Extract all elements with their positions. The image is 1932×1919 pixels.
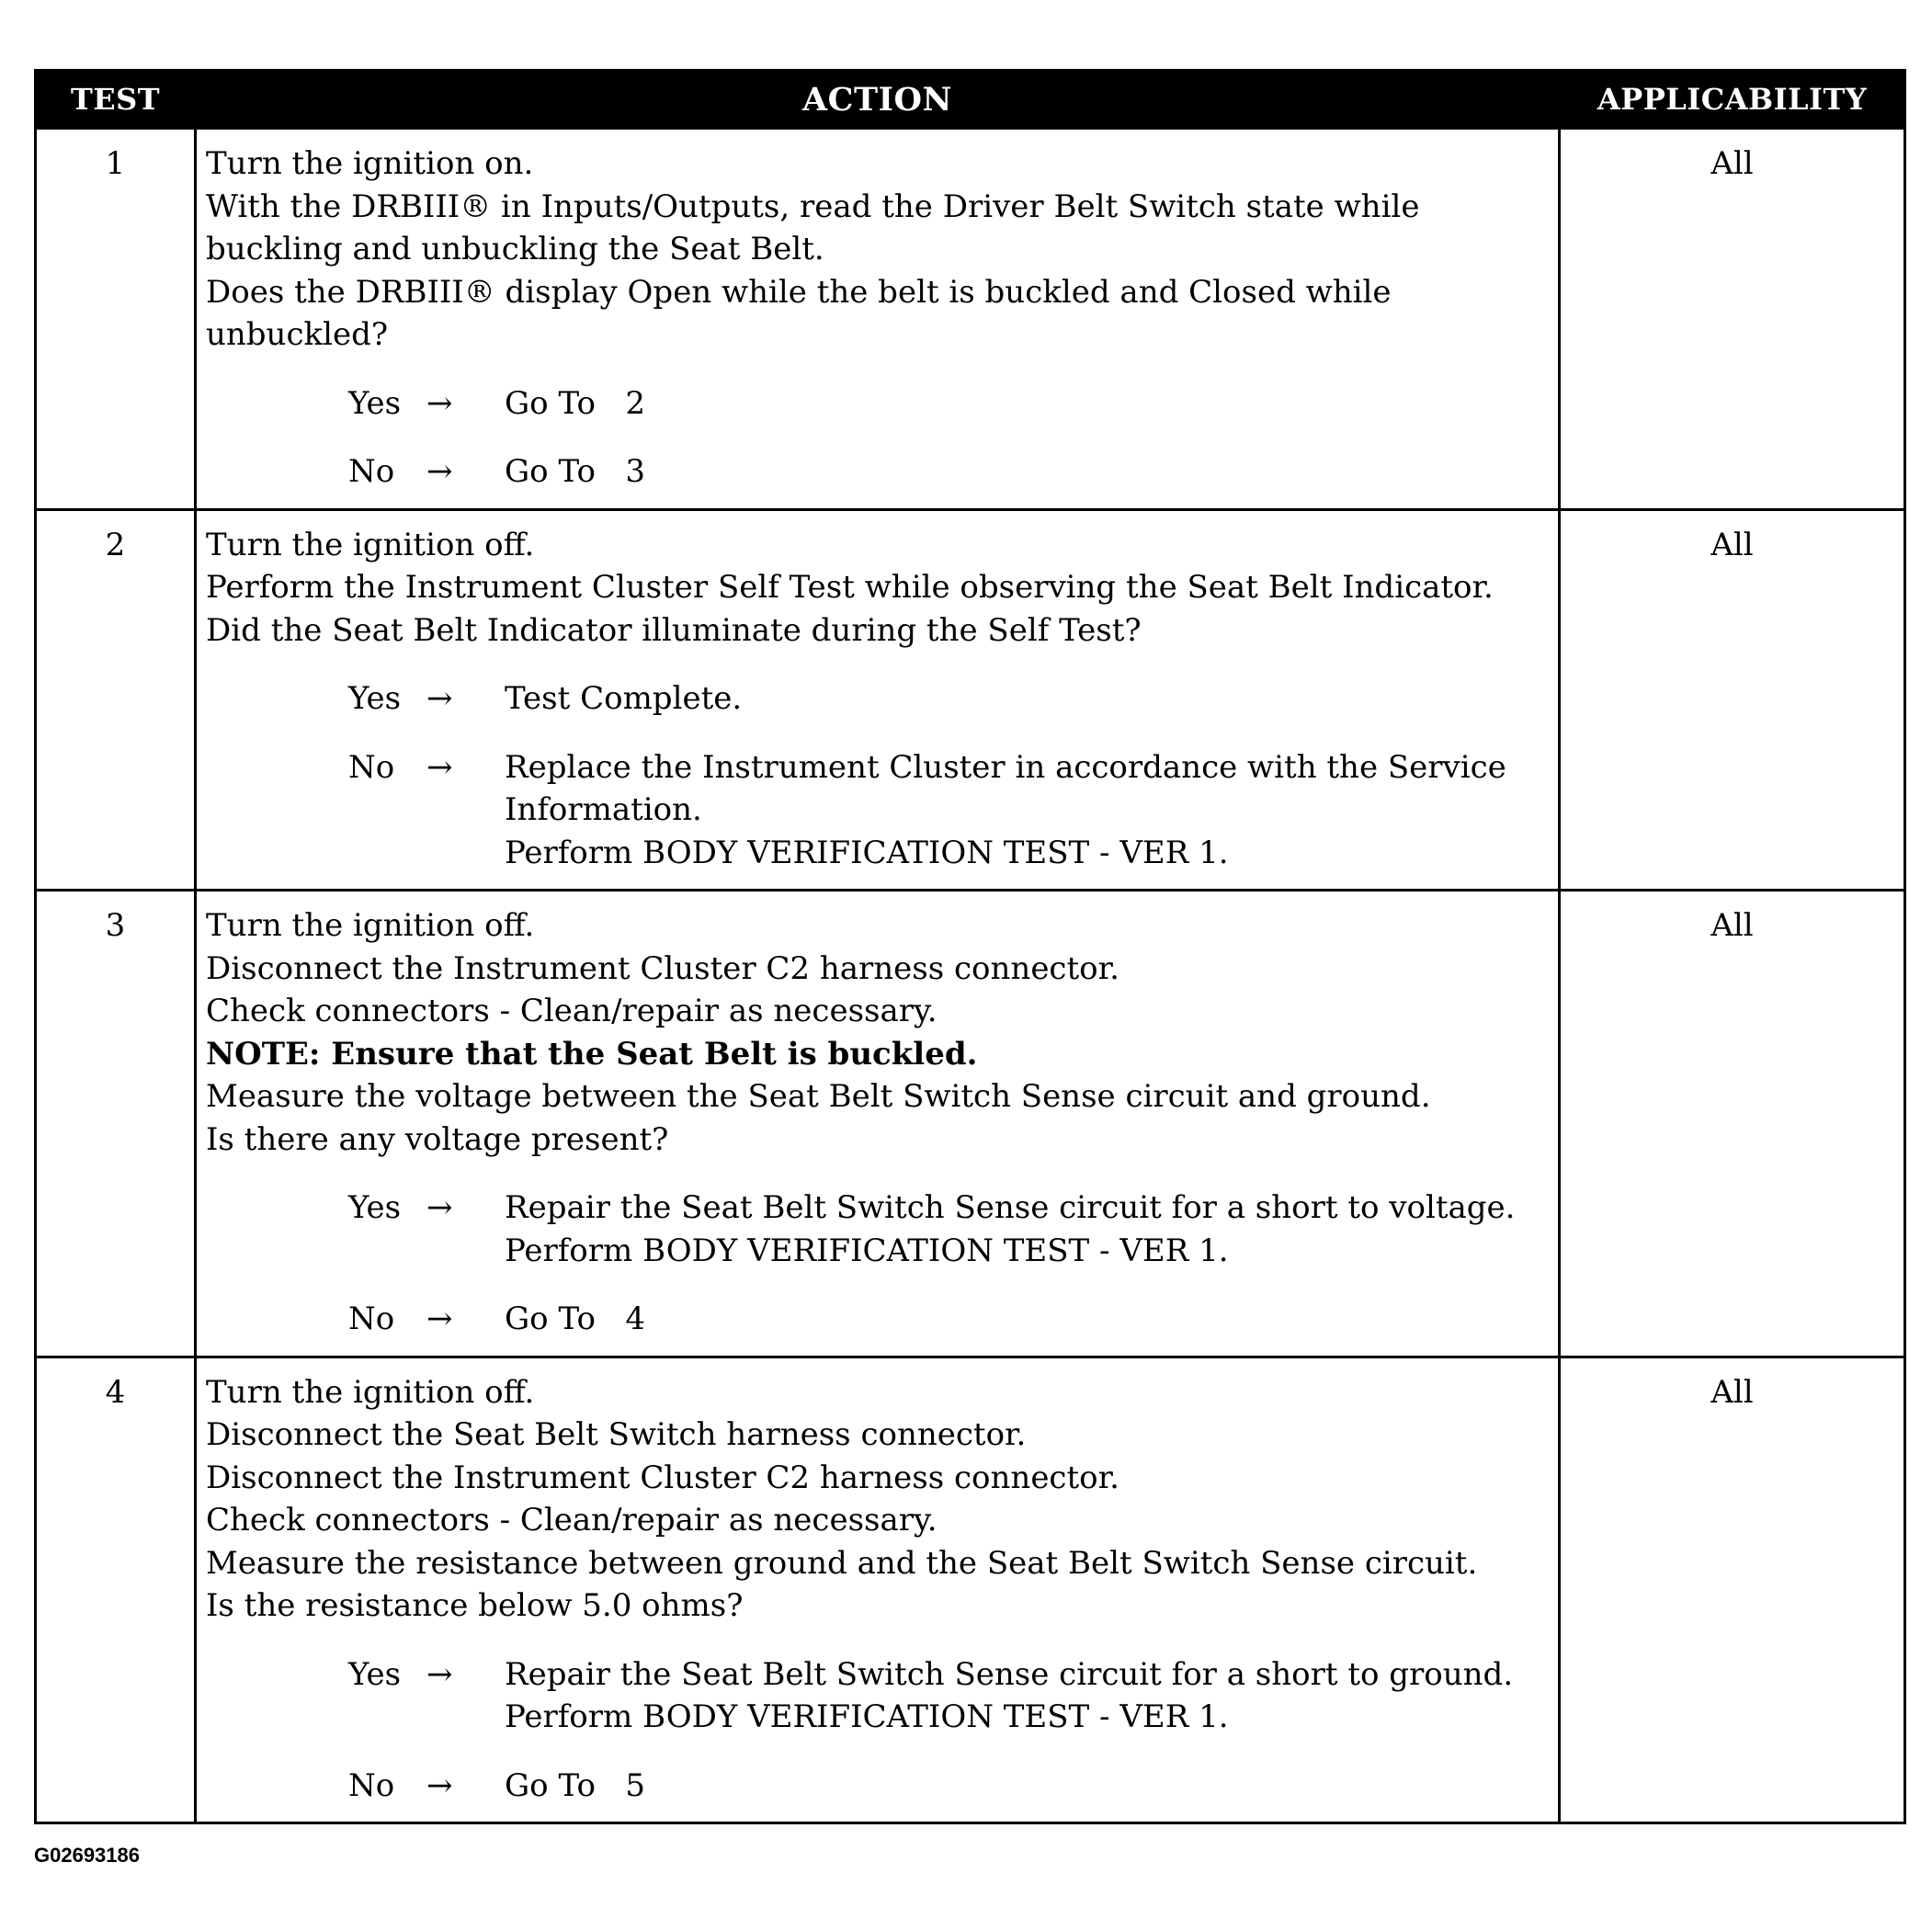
header-action: ACTION: [196, 71, 1560, 129]
right-arrow-icon: →: [426, 453, 453, 490]
answer-no: [348, 746, 1549, 875]
answer-body: [505, 677, 1549, 721]
table-header-row: [36, 71, 1905, 129]
figure-id-caption: G02693186: [34, 1844, 140, 1867]
action-line: Measure the voltage between the Seat Belt Switch Sense circuit and ground.: [206, 1078, 1431, 1115]
action-line: Disconnect the Seat Belt Switch harness connector.: [206, 1416, 1027, 1453]
action-line: Turn the ignition off.: [206, 907, 535, 944]
table-row: [36, 509, 1905, 891]
answer-text: Go To 5: [505, 1766, 645, 1804]
action-line: Disconnect the Instrument Cluster C2 harness connector.: [206, 1459, 1119, 1496]
answer-body: [505, 382, 1549, 426]
action-line: With the DRBIII® in Inputs/Outputs, read the Driver Belt Switch state while: [206, 187, 1420, 225]
answer-no: [348, 450, 1549, 494]
action-line: Disconnect the Instrument Cluster C2 harness connector.: [206, 949, 1119, 987]
answer-yes: [348, 1187, 1549, 1272]
answer-body: [505, 1298, 1549, 1341]
diagnostic-test-table: [34, 69, 1906, 1824]
answer-list: [206, 677, 1549, 874]
test-number: 4: [36, 1357, 196, 1823]
right-arrow-icon: →: [426, 748, 453, 786]
action-line: Is the resistance below 5.0 ohms?: [206, 1587, 744, 1624]
test-number: 3: [36, 891, 196, 1357]
action-line: Measure the resistance between ground and the Seat Belt Switch Sense circuit.: [206, 1544, 1478, 1582]
table-row: [36, 1357, 1905, 1823]
right-arrow-icon: →: [426, 680, 453, 717]
answer-text: Replace the Instrument Cluster in accordance with the Service: [505, 748, 1506, 786]
answer-body: [505, 1653, 1549, 1739]
action-line: Check connectors - Clean/repair as necessary.: [206, 993, 938, 1029]
header-applicability: APPLICABILITY: [1560, 71, 1905, 129]
answer-label: Yes: [348, 1655, 402, 1693]
answer-text: Repair the Seat Belt Switch Sense circuit for a short to voltage.: [505, 1189, 1516, 1226]
answer-label: No: [348, 1300, 395, 1337]
answer-yes: [348, 382, 1549, 426]
answer-body: [505, 1187, 1549, 1272]
answer-label: Yes: [348, 384, 402, 422]
answer-no: [348, 1765, 1549, 1808]
answer-list: [206, 1653, 1549, 1808]
action-line: Does the DRBIII® display Open while the belt is buckled and Closed while: [206, 273, 1392, 311]
action-cell: [196, 509, 1560, 891]
answer-text: Go To 3: [505, 453, 645, 490]
applicability-cell: All: [1560, 129, 1905, 510]
table-row: [36, 891, 1905, 1357]
action-line: unbuckled?: [206, 316, 389, 353]
answer-body: [505, 1765, 1549, 1808]
answer-text: Perform BODY VERIFICATION TEST - VER 1.: [505, 1698, 1229, 1735]
header-test: TEST: [36, 71, 196, 129]
answer-label: No: [348, 748, 395, 786]
answer-text: Go To 4: [505, 1300, 645, 1337]
action-line: Check connectors - Clean/repair as necessary.: [206, 1502, 938, 1539]
answer-text: Perform BODY VERIFICATION TEST - VER 1.: [505, 834, 1229, 871]
action-line: buckling and unbuckling the Seat Belt.: [206, 231, 824, 267]
right-arrow-icon: →: [426, 384, 453, 422]
table-row: [36, 129, 1905, 510]
applicability-cell: All: [1560, 1357, 1905, 1823]
answer-label: Yes: [348, 680, 402, 717]
action-cell: [196, 891, 1560, 1357]
test-number: 1: [36, 129, 196, 510]
answer-list: [206, 382, 1549, 494]
answer-text: Test Complete.: [505, 680, 743, 717]
action-line: Turn the ignition off.: [206, 1373, 535, 1411]
answer-no: [348, 1298, 1549, 1341]
action-line: Is there any voltage present?: [206, 1120, 669, 1158]
answer-text: Go To 2: [505, 384, 645, 422]
action-cell: [196, 129, 1560, 510]
action-cell: [196, 1357, 1560, 1823]
applicability-cell: All: [1560, 509, 1905, 891]
answer-text: Perform BODY VERIFICATION TEST - VER 1.: [505, 1232, 1229, 1269]
answer-yes: [348, 1653, 1549, 1739]
answer-text: Information.: [505, 791, 702, 828]
answer-label: No: [348, 453, 395, 490]
right-arrow-icon: →: [426, 1766, 453, 1804]
right-arrow-icon: →: [426, 1655, 453, 1693]
right-arrow-icon: →: [426, 1300, 453, 1337]
answer-body: [505, 746, 1549, 875]
action-line: Turn the ignition on.: [206, 145, 534, 182]
answer-body: [505, 450, 1549, 494]
note-line: NOTE: Ensure that the Seat Belt is buckled.: [206, 1035, 978, 1073]
answer-list: [206, 1187, 1549, 1341]
test-number: 2: [36, 509, 196, 891]
diagnostic-table-container: [34, 69, 1904, 1824]
answer-label: No: [348, 1766, 395, 1804]
answer-yes: [348, 677, 1549, 721]
answer-label: Yes: [348, 1189, 402, 1226]
action-line: Turn the ignition off.: [206, 526, 535, 563]
action-line: Perform the Instrument Cluster Self Test while observing the Seat Belt Indicator.: [206, 569, 1494, 606]
applicability-cell: All: [1560, 891, 1905, 1357]
action-line: Did the Seat Belt Indicator illuminate during the Self Test?: [206, 611, 1142, 649]
right-arrow-icon: →: [426, 1189, 453, 1226]
answer-text: Repair the Seat Belt Switch Sense circuit for a short to ground.: [505, 1655, 1514, 1693]
